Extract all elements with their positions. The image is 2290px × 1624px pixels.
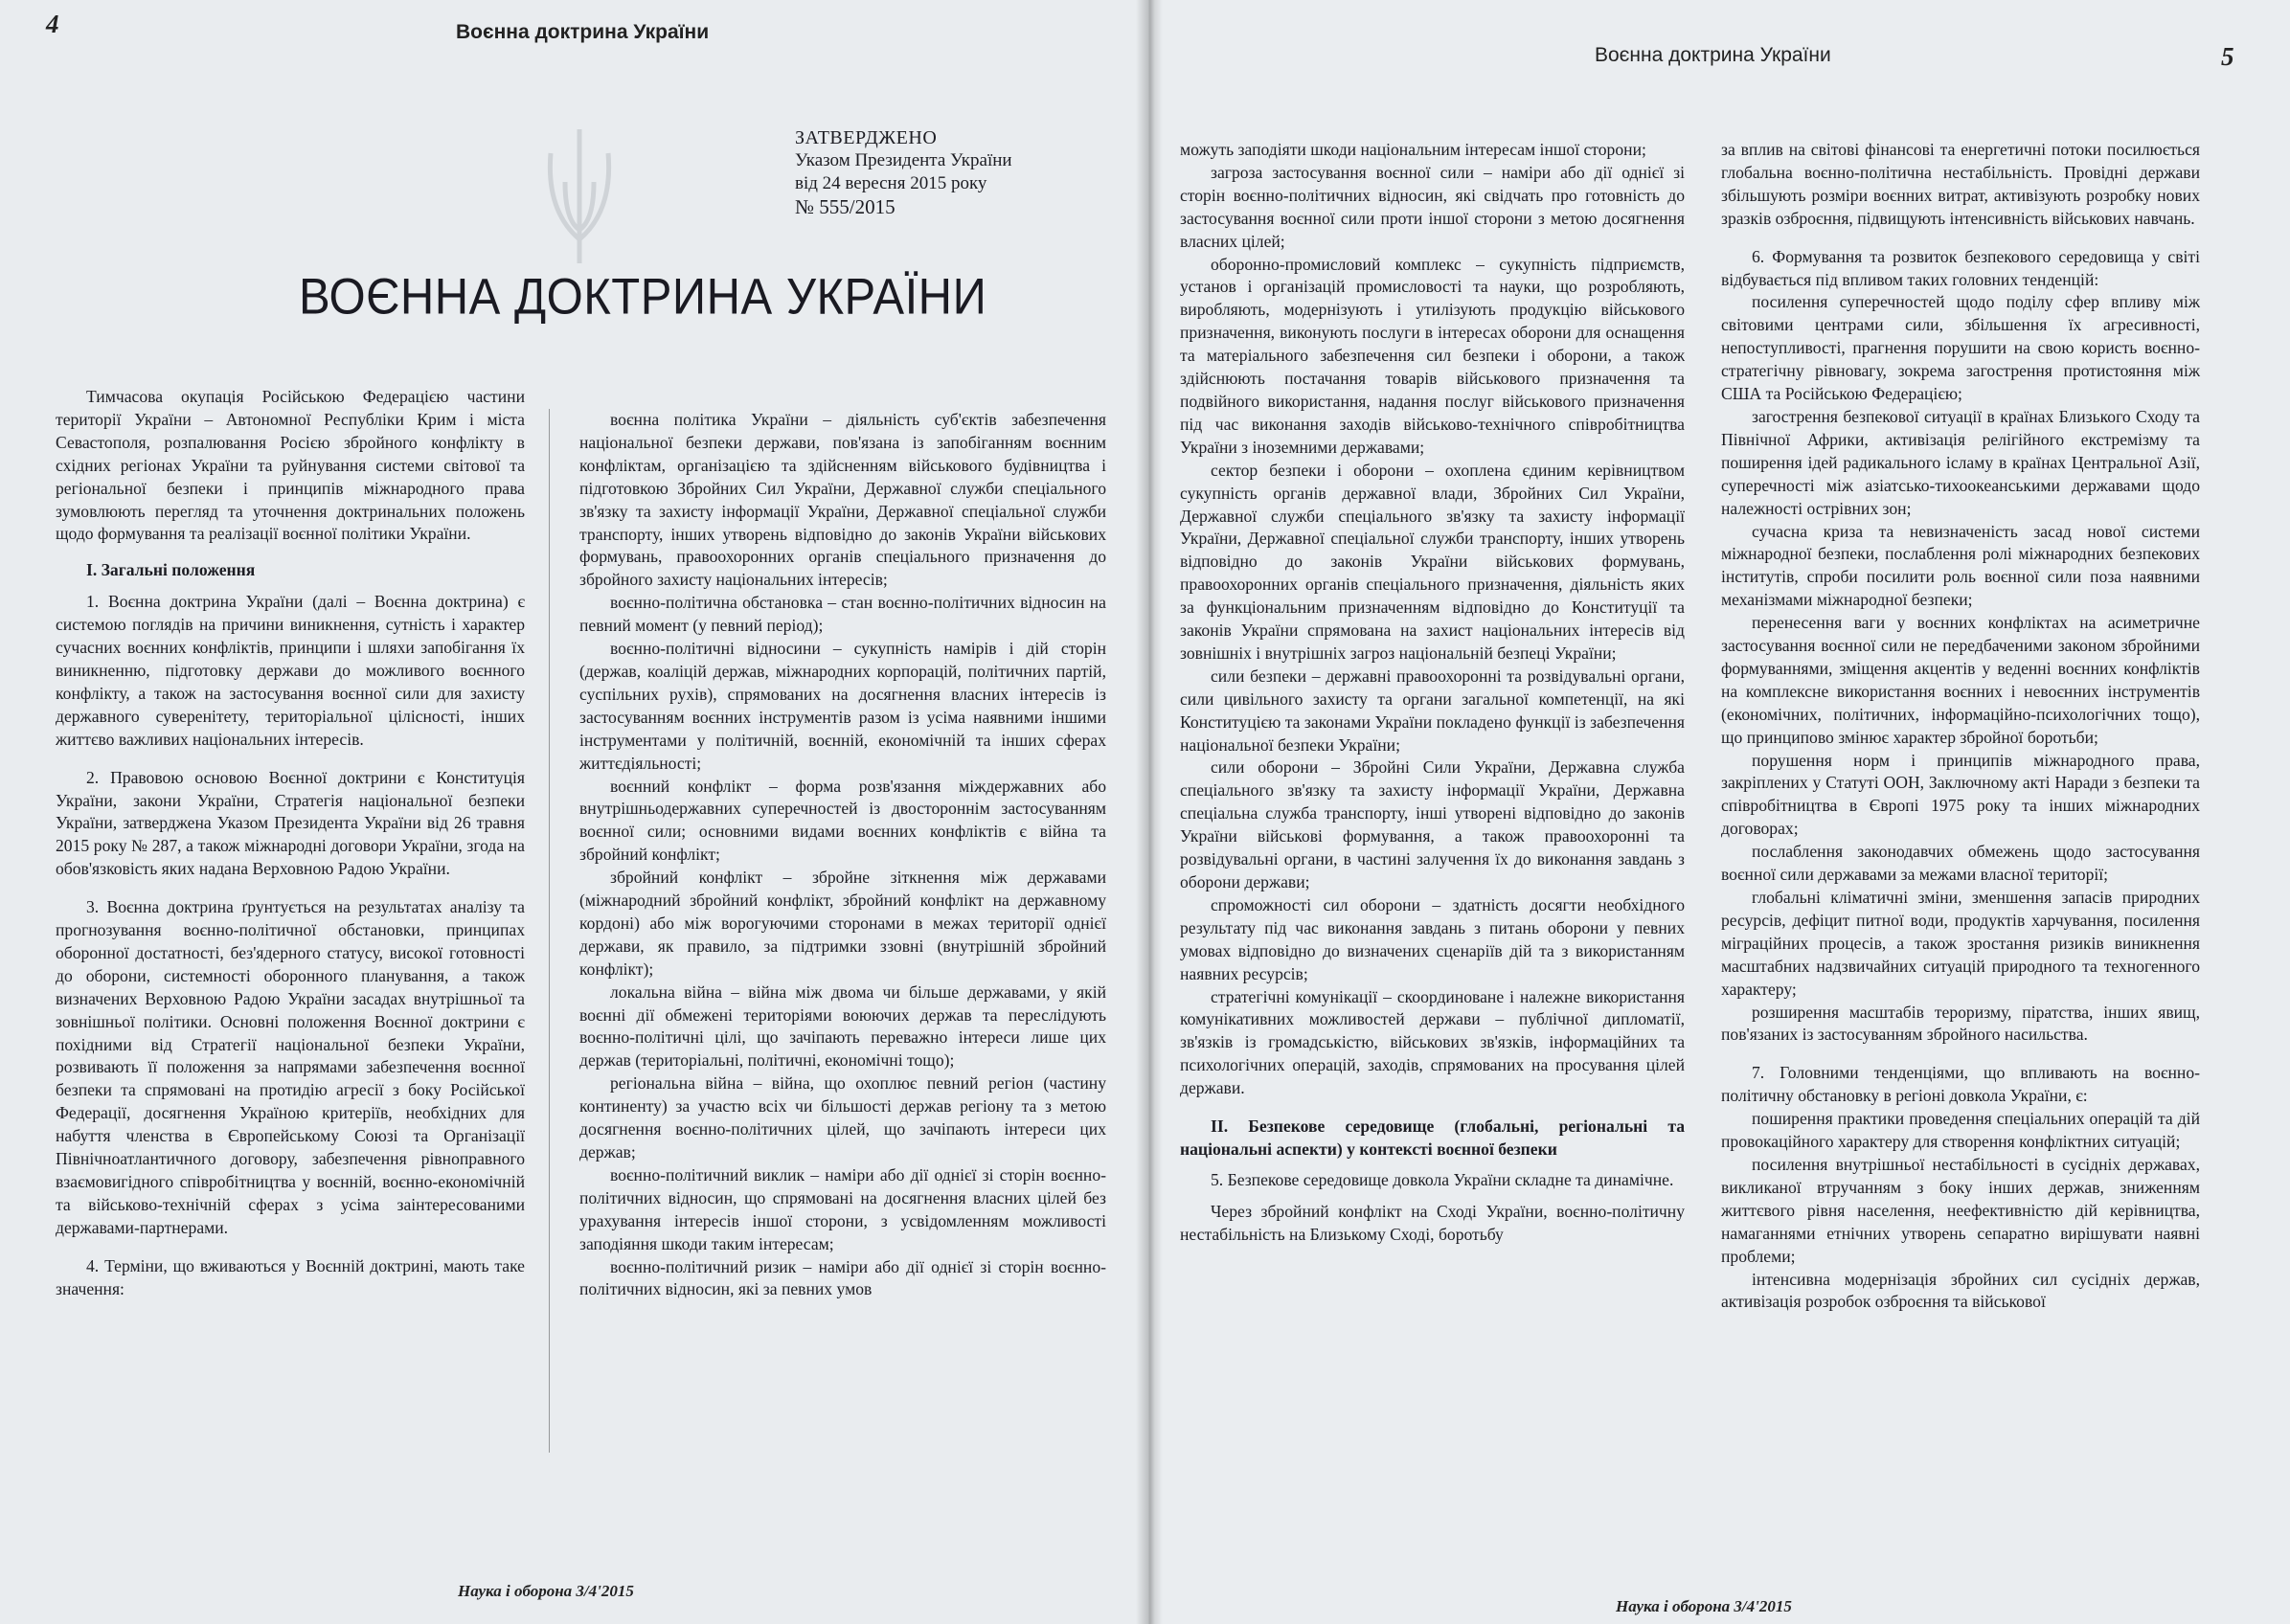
running-header: Воєнна доктрина України: [1595, 44, 1831, 66]
list-item: глобальні кліматичні зміни, зменшення запасів природних ресурсів, дефіцит питної води, продуктів харчування, посилення міграційних процесів, а також зростання ризиків виникнення масштабних надзвичайних ситуацій природного та техногенного характеру;: [1721, 888, 2200, 999]
approval-line: Указом Президента України: [795, 150, 1012, 170]
paragraph: 2. Правовою основою Воєнної доктрини є Конституція України, закони України, Стратегія національної безпеки України, затверджена Указом Президента України від 26 травня 2015 року № 287, а також міжнародні договори України, згода на обов'язковість яких надана Верховною Радою України.: [56, 767, 525, 879]
term-definition: воєнно-політичний виклик – наміри або дії однієї зі сторін воєнно-політичних відносин, що спрямовані на досягнення власних цілей без урахування інтересів іншої сторони, з усвідомленням можливості заподіяння шкоди таким інтересам;: [579, 1164, 1106, 1253]
term-definition: оборонно-промисловий комплекс – сукупність підприємств, установ і організацій промисловості та науки, що розробляють, виробляють, модернізують і утилізують продукцію військового призначення, виконують послуги в інтересах оборони для оснащення та матеріального забезпечення сил безпеки і оборони, а також здійснюють постачання товарів військового призначення та подвійного використання, надання послуг військового призначення під час виконання заходів військово-технічного співробітництва України з іноземними державами;: [1180, 254, 1685, 457]
term-definition: локальна війна – війна між двома чи більше державами, у якій воєнні дії обмежені територіями воюючих держав та переслідують воєнно-політичні цілі, що зачіпають переважно інтереси лише цих держав (територіальні, політичні, економічні тощо);: [579, 981, 1106, 1071]
term-definition: воєнно-політичні відносини – сукупність намірів і дій сторін (держав, коаліцій держав, міжнародних корпорацій, політичних партій, суспільних рухів), спрямованих на досягнення власних інтересів із застосуванням воєнних інструментів разом із усіма наявними іншими інструментами у політичній, воєнній, економічній та інших сферах життєдіяльності;: [579, 639, 1106, 773]
approval-number: № 555/2015: [795, 195, 896, 218]
page-number: 5: [2221, 42, 2234, 71]
list-item: загострення безпекової ситуації в країнах Близького Сходу та Північної Африки, активізація релігійного екстремізму та поширення ідей радикального ісламу в країнах Центральної Азії, суперечності між азіатсько-тихоокеанськими державами щодо належності острівних зон;: [1721, 406, 2200, 518]
approval-block: [795, 126, 1012, 218]
paragraph: 4. Терміни, що вживаються у Воєнній доктрині, мають таке значення:: [56, 1255, 525, 1298]
term-definition: регіональна війна – війна, що охоплює певний регіон (частину континенту) за участю всіх чи більшості держав регіону та з метою досягнення воєнно-політичних цілей, що зачіпають інтереси цих держав;: [579, 1073, 1106, 1162]
paragraph: за вплив на світові фінансові та енергетичні потоки посилюється глобальна воєнно-політична нестабільність. Провідні держави збільшують розміри воєнних витрат, активізують розробку нових зразків озброєння, підвищують інтенсивність військових навчань.: [1721, 140, 2200, 228]
term-definition: загроза застосування воєнної сили – наміри або дії однієї зі сторін воєнно-політичних відносин, які свідчать про готовність до застосування воєнної сили проти іншої сторони з метою досягнення власних цілей;: [1180, 162, 1685, 251]
term-definition: сили оборони – Збройні Сили України, Державна служба спеціального зв'язку та захисту інформації України, Державна спеціальна служба транспорту, інші утворені відповідно до законів України військові формування, а також правоохоронні та розвідувальні органи, в частині залучення їх до виконання завдань з оборони держави;: [1180, 757, 1685, 891]
paragraph: 6. Формування та розвиток безпекового середовища у світі відбувається під впливом таких головних тенденцій:: [1721, 246, 2200, 289]
paragraph: 3. Воєнна доктрина ґрунтується на результатах аналізу та прогнозування воєнно-політичної обстановки, принципах оборонної достатності, без'ядерного статусу, високої готовності до оборони, системності оборонного планування, а також визначених Верховною Радою України засадах внутрішньої та зовнішньої політики. Основні положення Воєнної доктрини є похідними від Стратегії національної безпеки України, розвивають її положення за напрямами забезпечення воєнної безпеки та спрямовані на протидію агресії з боку Російської Федерації, досягнення Україною критеріїв, необхідних для набуття членства в Європейському Союзі та Організації Північноатлантичного договору, забезпечення рівноправного взаємовигідного співробітництва у воєнній, воєнно-економічній та військово-технічній сферах з усіма заінтересованими державами-партнерами.: [56, 897, 525, 1237]
running-header: Воєнна доктрина України: [456, 21, 710, 43]
page-number: 4: [46, 10, 59, 38]
list-item: розширення масштабів тероризму, піратства, інших явищ, пов'язаних із застосуванням збройного насильства.: [1721, 1002, 2200, 1045]
page-footer: Наука і оборона 3/4'2015: [1616, 1597, 1792, 1615]
list-item: посилення суперечностей щодо поділу сфер впливу між світовими центрами сили, збільшення їх агресивності, непоступливості, прагнення порушити на свою користь воєнно-стратегічну рівновагу, зокрема загострення протистояння між США та Російською Федерацією;: [1721, 292, 2200, 404]
trident-watermark-icon: [536, 124, 623, 268]
book-gutter-shadow: [1136, 0, 1163, 1624]
text-column-3: [1180, 139, 1685, 1247]
list-item: поширення практики проведення спеціальних операцій та дій провокаційного характеру для створення конфліктних ситуацій;: [1721, 1109, 2200, 1152]
text-column-1: [56, 386, 525, 1301]
paragraph: 1. Воєнна доктрина України (далі – Воєнна доктрина) є системою поглядів на причини виникнення, сутність і характер сучасних воєнних конфліктів, принципи і шляхи запобігання їх виникненню, підготовку держави до можливого воєнного конфлікту, а також на застосування воєнної сили для захисту державного суверенітету, територіальної цілісності, інших життєво важливих національних інтересів.: [56, 592, 525, 749]
term-definition: сектор безпеки і оборони – охоплена єдиним керівництвом сукупність органів державної влади, Збройних Сил України, Державної служби спеціального зв'язку та захисту інформації України, Державної спеціальної служби транспорту, інших утворень відповідно до законів України військових формувань, правоохоронних органів спеціального призначення, діяльність яких за функціональним призначенням відповідно до Конституції та законів України спрямована на захист національних інтересів від зовнішніх і внутрішніх загроз національній безпеці України;: [1180, 460, 1685, 663]
term-definition: стратегічні комунікації – скоординоване і належне використання комунікативних можливостей держави – публічної дипломатії, зв'язків із громадськістю, військових зв'язків, інформаційних та психологічних операцій, заходів, спрямованих на просування цілей держави.: [1180, 986, 1685, 1098]
term-definition: спроможності сил оборони – здатність досягти необхідного результату під час виконання завдань з питань оборони у певних умовах відповідно до визначених сценаріїв дій та з використанням наявних ресурсів;: [1180, 894, 1685, 983]
document-title: ВОЄННА ДОКТРИНА УКРАЇНИ: [299, 268, 987, 326]
paragraph: 5. Безпекове середовище довкола України складне та динамічне.: [1211, 1169, 1674, 1189]
text-column-2: [579, 409, 1106, 1301]
approval-date: від 24 вересня 2015 року: [795, 173, 987, 193]
list-item: перенесення ваги у воєнних конфліктах на асиметричне застосування воєнної сили не передбаченими законом збройними формуваннями, зміщення акцентів у веденні воєнних конфліктів на комплексне використання воєнних і невоєнних інструментів (економічних, політичних, інформаційно-психологічних тощо), що принципово змінює характер збройної боротьби;: [1721, 613, 2200, 747]
text-column-4: [1721, 139, 2200, 1314]
section-heading: II. Безпекове середовище (глобальні, регіональні та національні аспекти) у контексті воєнної безпеки: [1180, 1116, 1685, 1159]
column-divider: [549, 409, 550, 1453]
section-heading: I. Загальні положення: [86, 560, 256, 580]
term-definition: воєнна політика України – діяльність суб'єктів забезпечення національної безпеки держави, пов'язана із запобіганням воєнним конфліктам, організацією та здійсненням військового будівництва і підготовкою Збройних Сил України, Державної служби спеціального зв'язку та захисту інформації України, Державної спеціальної служби транспорту, інших утворень відповідно до законів України військових формувань, правоохоронних органів спеціального призначення до збройного захисту національних інтересів;: [579, 410, 1106, 590]
term-definition: сили безпеки – державні правоохоронні та розвідувальні органи, сили цивільного захисту та органи загальної компетенції, на які Конституцією та законами України покладено функції із забезпечення національної безпеки України;: [1180, 665, 1685, 755]
list-item: послаблення законодавчих обмежень щодо застосування воєнної сили державами за межами власної території;: [1721, 842, 2200, 885]
list-item: інтенсивна модернізація збройних сил сусідніх держав, активізація розробок озброєння та військової: [1721, 1269, 2200, 1312]
paragraph: 7. Головними тенденціями, що впливають на воєнно-політичну обстановку в регіоні довкола України, є:: [1721, 1063, 2200, 1106]
term-definition: воєнний конфлікт – форма розв'язання міждержавних або внутрішньодержавних суперечностей із двостороннім застосуванням воєнної сили; основними видами воєнних конфліктів є війна та збройний конфлікт;: [579, 776, 1106, 865]
term-definition: можуть заподіяти шкоди національним інтересам іншої сторони;: [1180, 140, 1646, 159]
term-definition: воєнно-політична обстановка – стан воєнно-політичних відносин на певний момент (у певний період);: [579, 593, 1106, 636]
list-item: посилення внутрішньої нестабільності в сусідніх державах, викликаної втручанням з боку інших держав, зниженням життєвого рівня населення, неефективністю дій керівництва, намаганнями етнічних утворень сепаратно вирішувати наявні проблеми;: [1721, 1154, 2200, 1266]
term-definition: збройний конфлікт – збройне зіткнення між державами (міжнародний збройний конфлікт, збройний конфлікт на державному кордоні) або між ворогуючими сторонами в межах території однієї держави, як правило, за підтримки ззовні (внутрішній збройний конфлікт);: [579, 868, 1106, 979]
paragraph: Через збройний конфлікт на Сході України, воєнно-політичну нестабільність на Близькому Сході, боротьбу: [1180, 1201, 1685, 1244]
page-footer: Наука і оборона 3/4'2015: [458, 1582, 634, 1600]
approval-heading: ЗАТВЕРДЖЕНО: [795, 127, 938, 148]
paragraph: Тимчасова окупація Російською Федерацією частини території України – Автономної Республіки Крим і міста Севастополя, розпалювання Росією збройного конфлікту в східних регіонах України та руйнування системи світової та регіональної безпеки і принципів міжнародного права зумовлюють перегляд та уточнення доктринальних положень щодо формування та реалізації воєнної політики України.: [56, 387, 525, 544]
term-definition: воєнно-політичний ризик – наміри або дії однієї зі сторін воєнно-політичних відносин, які за певних умов: [579, 1256, 1106, 1299]
list-item: порушення норм і принципів міжнародного права, закріплених у Статуті ООН, Заключному акті Наради з безпеки та співробітництва в Європі 1975 року та інших міжнародних договорах;: [1721, 750, 2200, 839]
list-item: сучасна криза та невизначеність засад нової системи міжнародної безпеки, послаблення ролі міжнародних безпекових інститутів, спроби посилити роль воєнної сили поза наявними механізмами міжнародної безпеки;: [1721, 521, 2200, 610]
